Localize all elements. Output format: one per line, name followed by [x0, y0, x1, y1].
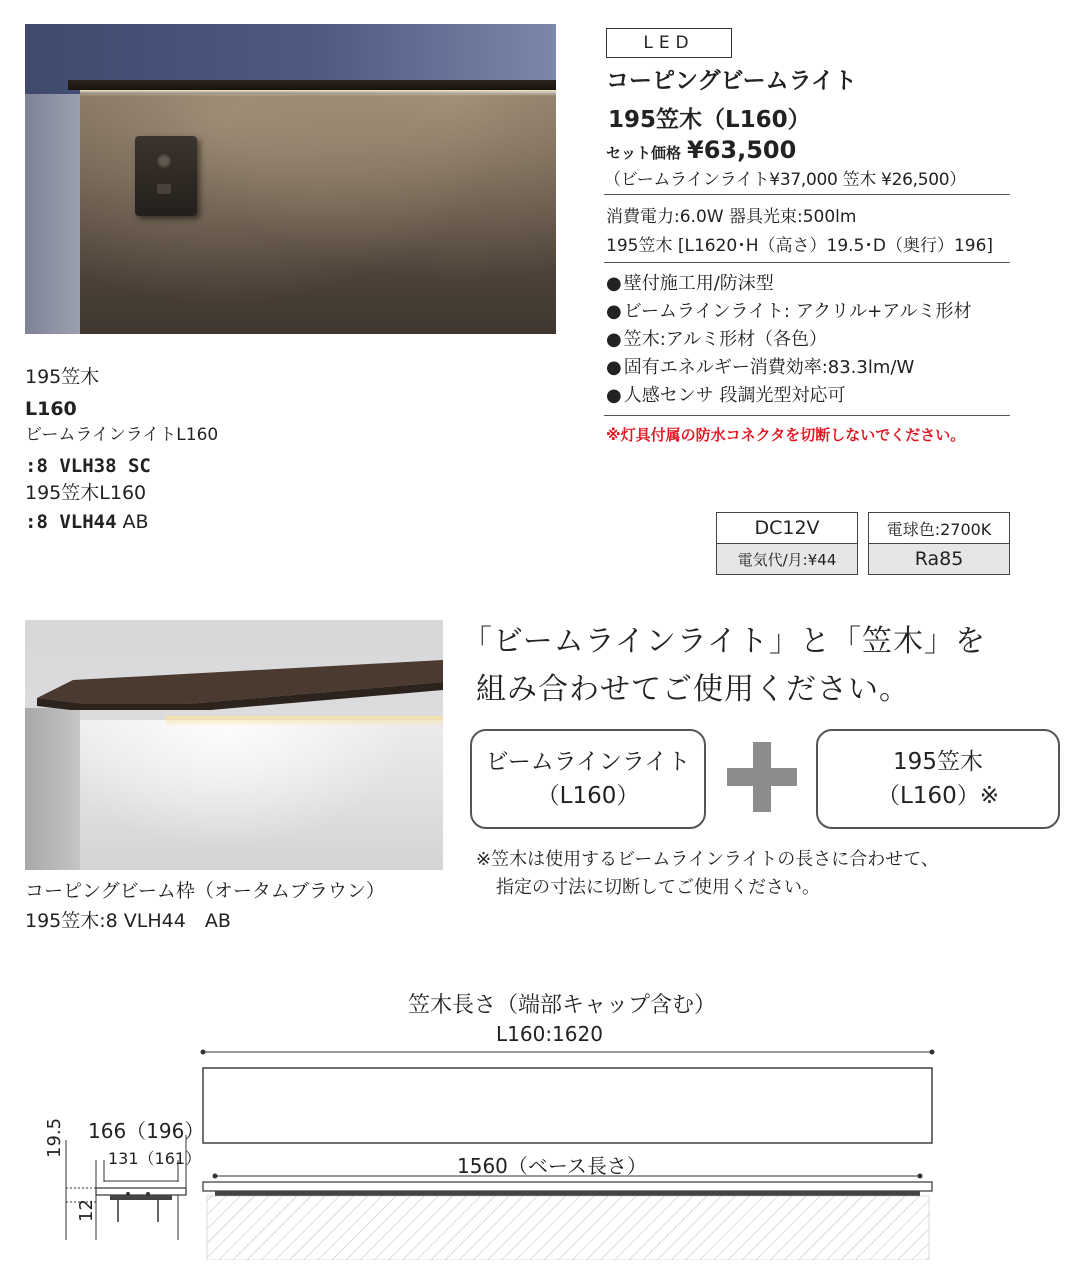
photo-caption-code: 195笠木:8 VLH44 AB	[25, 910, 231, 932]
feature-item: ● 固有エネルギー消費効率:83.3lm/W	[606, 354, 972, 382]
drawing-title: 笠木長さ（端部キャップ含む）	[408, 993, 717, 1018]
combo-heading	[462, 618, 986, 714]
warning-note: ※灯具付属の防水コネクタを切断しないでください。	[606, 426, 966, 444]
photo-light-glow	[165, 716, 443, 726]
drawing-base-label: 1560（ベース長さ）	[457, 1154, 647, 1178]
divider	[604, 415, 1010, 416]
price-breakdown: （ビームラインライト¥37,000 笠木 ¥26,500）	[604, 170, 967, 190]
feature-item: ● 笠木:アルミ形材（各色）	[606, 326, 972, 354]
coping-top-view	[203, 1068, 932, 1143]
combo-note-line2: 指定の寸法に切断してご使用ください。	[496, 877, 820, 898]
intercom-button-icon	[157, 184, 171, 194]
photo-light-glow	[80, 90, 556, 96]
price-label: セット価格	[606, 144, 682, 162]
spec-power-flux: 消費電力:6.0W 器具光束:500lm	[606, 207, 857, 227]
price-row	[606, 136, 796, 164]
combo-box-kasagi-length: （L160）※	[877, 783, 999, 809]
combo-note-line1: ※笠木は使用するビームラインライトの長さに合わせて、	[476, 849, 939, 870]
product-name: コーピングビームライト	[606, 68, 857, 94]
caption-beamline: ビームラインライトL160	[25, 425, 219, 445]
combo-box-beamline	[470, 729, 706, 829]
intercom-camera-icon	[155, 152, 173, 170]
combo-box-kasagi	[816, 729, 1060, 829]
photo-coping	[68, 80, 556, 90]
feature-item: ● ビームラインライト: アクリル+アルミ形材	[606, 298, 972, 326]
led-badge: LED	[606, 28, 732, 58]
coping-side-view	[203, 1182, 932, 1191]
caption-code-beamline: :8 VLH38 SC	[25, 455, 151, 477]
caption-code-kasagi-number: :8 VLH44	[25, 511, 117, 533]
spec-voltage: DC12V	[716, 512, 858, 544]
photo-side-wall	[25, 708, 80, 870]
product-variant: 195笠木（L160）	[608, 107, 811, 133]
combo-box-kasagi-label: 195笠木	[893, 749, 983, 775]
photo-coping-beam	[37, 660, 443, 710]
feature-item: ● 壁付施工用/防沫型	[606, 270, 972, 298]
combo-box-beamline-label: ビームラインライト	[485, 749, 691, 775]
price-value: ¥63,500	[687, 136, 797, 164]
feature-item: ● 人感センサ 段調光型対応可	[606, 382, 972, 410]
cross-section-light	[110, 1195, 172, 1200]
spec-ra: Ra85	[868, 543, 1010, 575]
beamline-light	[215, 1191, 920, 1196]
spec-dimensions: 195笠木 [L1620･H（高さ）19.5･D（奥行）196]	[606, 236, 994, 256]
photo-white-wall	[80, 720, 443, 870]
drawing-height-bottom: 12	[76, 1199, 97, 1222]
product-photo-top	[25, 24, 556, 334]
combo-box-beamline-length: （L160）	[536, 783, 640, 809]
caption-kasagi: 195笠木	[25, 366, 100, 388]
combo-note	[476, 846, 939, 902]
drawing-width-inner: 131（161）	[108, 1149, 202, 1168]
feature-list	[606, 270, 972, 410]
cross-section-coping	[96, 1188, 186, 1195]
spec-monthly-cost: 電気代/月:¥44	[716, 543, 858, 575]
caption-kasagi-l160: 195笠木L160	[25, 482, 147, 504]
spec-color-temp: 電球色:2700K	[868, 512, 1010, 544]
photo-intercom	[135, 136, 197, 216]
caption-code-kasagi	[25, 511, 149, 534]
wall-hatch	[207, 1196, 929, 1260]
divider	[604, 194, 1010, 195]
combo-heading-line1: 「ビームラインライト」と「笠木」を	[462, 624, 986, 659]
plus-icon	[753, 742, 771, 812]
divider	[604, 262, 1010, 263]
drawing-height-top: 19.5	[44, 1117, 65, 1158]
photo-caption-frame: コーピングビーム枠（オータムブラウン）	[25, 880, 385, 902]
combo-heading-line2: 組み合わせてご使用ください。	[476, 672, 910, 707]
product-photo-coping	[25, 620, 443, 870]
drawing-width-outer: 166（196）	[88, 1119, 205, 1143]
photo-side-wall	[25, 94, 80, 334]
caption-l160: L160	[25, 398, 77, 420]
drawing-length-label: L160:1620	[496, 1022, 603, 1046]
caption-code-kasagi-color: AB	[116, 511, 149, 533]
